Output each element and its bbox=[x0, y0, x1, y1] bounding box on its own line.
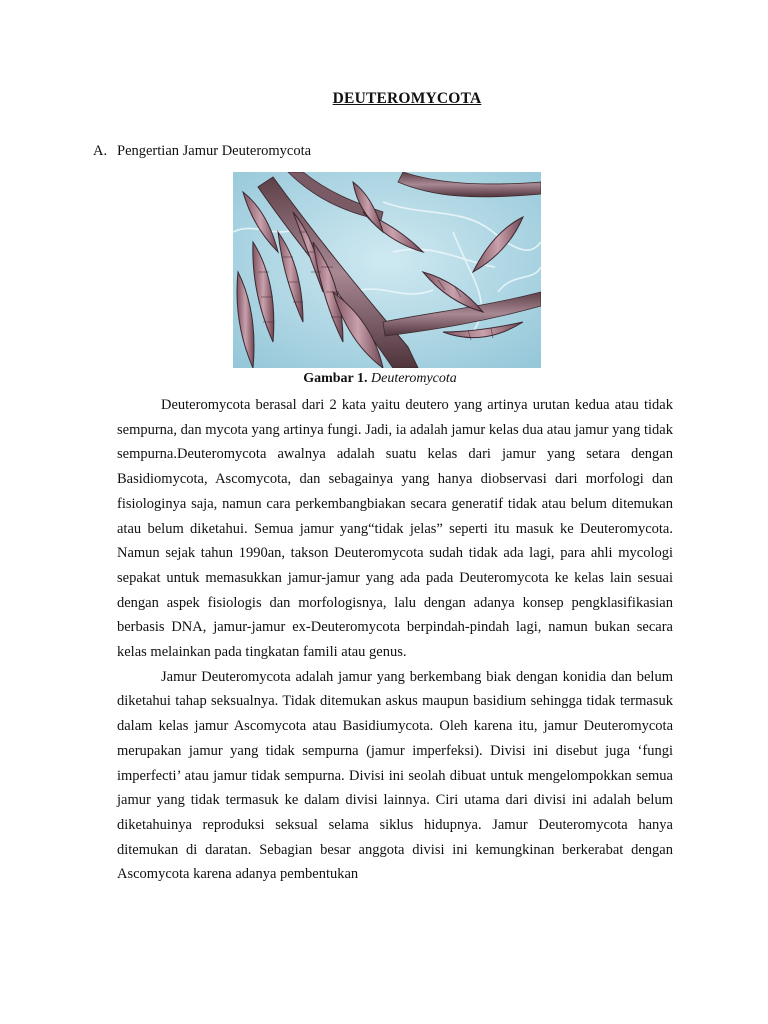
section-letter: A. bbox=[93, 143, 108, 159]
document-title: DEUTEROMYCOTA bbox=[332, 90, 482, 107]
figure-caption bbox=[0, 371, 760, 387]
section-heading bbox=[93, 143, 311, 160]
micrograph-image bbox=[233, 172, 541, 368]
paragraph: Jamur Deuteromycota adalah jamur yang berkembang biak dengan konidia dan belum diketahui tahap seksualnya. Tidak ditemukan askus maupun basidium sehingga tidak termasuk dalam kelas jamur Ascomycota atau Basidiumycota. Oleh karena itu, jamur Deuteromycota merupakan jamur yang tidak sempurna (jamur imperfeksi). Divisi ini disebut juga ‘fungi imperfecti’ atau jamur tidak sempurna. Divisi ini seolah dibuat untuk mengelompokkan semua jamur yang tidak termasuk ke dalam divisi lainnya. Ciri utama dari divisi ini adalah belum diketahuinya reproduksi seksual selama siklus hidupnya. Jamur Deuteromycota hanya ditemukan di daratan. Sebagian besar anggota divisi ini kemungkinan berkerabat dengan Ascomycota karena adanya pembentukan bbox=[117, 668, 673, 883]
figure-caption-label: Gambar 1. bbox=[303, 371, 368, 386]
body-text bbox=[117, 393, 673, 887]
section-heading-text: Pengertian Jamur Deuteromycota bbox=[117, 143, 312, 159]
figure-caption-text: Deuteromycota bbox=[371, 371, 457, 386]
paragraph: Deuteromycota berasal dari 2 kata yaitu deutero yang artinya urutan kedua atau tidak sempurna, dan mycota yang artinya fungi. Jadi, ia adalah jamur kelas dua atau jamur yang tidak sempurna.Deuteromycota awalnya adalah suatu kelas dari jamur yang setara dengan Basidiomycota, Ascomycota, dan sebagainya yang hanya diobservasi dari morfologi dan fisiologinya saja, namun cara perkembangbiakan secara generatif tidak atau belum ditemukan atau belum diketahui. Semua jamur yang“tidak jelas” seperti itu masuk ke Deuteromycota. Namun sejak tahun 1990an, takson Deuteromycota sudah tidak ada lagi, para ahli mycologi sepakat untuk memasukkan jamur-jamur yang ada pada Deuteromycota ke kelas lain sesuai dengan aspek fisiologis dan morfologisnya, lalu dengan adanya konsep pengklasifikasian berbasis DNA, jamur-jamur ex-Deuteromycota berpindah-pindah lagi, namun bukan secara kelas melainkan pada tingkatan famili atau genus. bbox=[117, 397, 673, 661]
